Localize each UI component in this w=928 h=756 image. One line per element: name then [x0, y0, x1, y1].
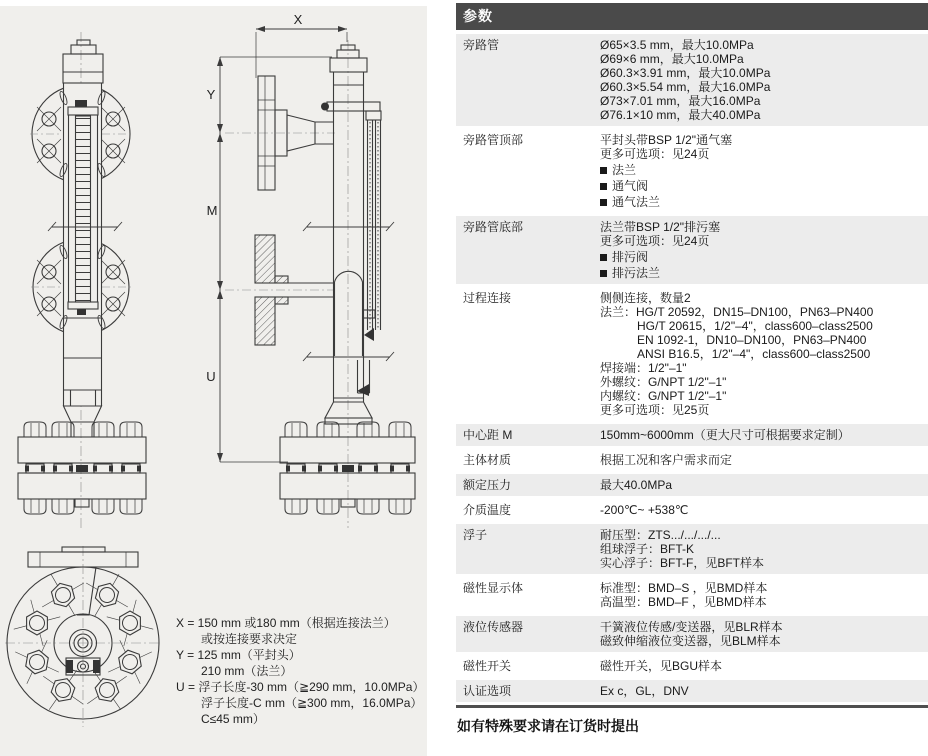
- param-value-line: Ø65×3.5 mm，最大10.0MPa: [600, 38, 754, 52]
- param-value: [600, 503, 928, 517]
- param-value-line: 150mm~6000mm（更大尺寸可根据要求定制）: [600, 428, 850, 442]
- param-row: [456, 577, 928, 613]
- param-value-line: Ø73×7.01 mm，最大16.0MPa: [600, 94, 761, 108]
- param-rows: [456, 34, 928, 702]
- param-value: [600, 581, 928, 609]
- param-value-line: 实心浮子：BFT-F，见BFT样本: [600, 556, 764, 570]
- param-label: 中心距 M: [463, 428, 513, 442]
- param-value-line: Ex c，GL，DNV: [600, 684, 689, 698]
- param-label: 浮子: [463, 528, 488, 542]
- param-value-line: 组球浮子：BFT-K: [600, 542, 695, 556]
- param-value-line: 更多可选项：见24页: [600, 234, 710, 248]
- dim-label-m: M: [206, 203, 218, 218]
- param-value-line: 法兰：HG/T 20592，DN15–DN100，PN63–PN400: [600, 305, 874, 319]
- param-row: [456, 287, 928, 421]
- param-option-line: 法兰: [600, 163, 928, 177]
- param-row: [456, 129, 928, 213]
- note-line: X = 150 mm 或180 mm（根据连接法兰）: [176, 616, 396, 630]
- bottom-rule: [456, 705, 928, 708]
- param-row: [456, 34, 928, 126]
- param-label: 认证选项: [463, 684, 512, 698]
- param-row: [456, 424, 928, 446]
- param-label: 介质温度: [463, 503, 512, 517]
- param-value-line: Ø69×6 mm，最大10.0MPa: [600, 52, 744, 66]
- param-value-line: 内螺纹：G/NPT 1/2"–1": [600, 389, 727, 403]
- param-value-line: 高温型：BMD–F ，见BMD样本: [600, 595, 767, 609]
- param-label: 液位传感器: [463, 620, 524, 634]
- dim-label-u: U: [206, 369, 216, 384]
- param-value-line: 更多可选项：见25页: [600, 403, 710, 417]
- param-row: [456, 524, 928, 574]
- param-label: 旁路管底部: [463, 220, 524, 234]
- bullet-square-icon: [600, 167, 607, 174]
- param-value-line: 侧侧连接，数量2: [600, 291, 691, 305]
- param-value-line: ANSI B16.5，1/2"–4"，class600–class2500: [637, 347, 871, 361]
- param-value-line: HG/T 20615，1/2"–4"，class600–class2500: [637, 319, 873, 333]
- param-value: [600, 220, 928, 280]
- param-value: [600, 620, 928, 648]
- param-value-line: Ø60.3×5.54 mm，最大16.0MPa: [600, 80, 771, 94]
- param-value-line: 外螺纹：G/NPT 1/2"–1": [600, 375, 727, 389]
- bullet-square-icon: [600, 183, 607, 190]
- bullet-square-icon: [600, 270, 607, 277]
- param-value-line: 干簧液位传感/变送器，见BLR样本: [600, 620, 783, 634]
- param-value: [600, 133, 928, 209]
- param-value: [600, 453, 928, 467]
- param-value-line: 根据工况和客户需求而定: [600, 453, 733, 467]
- param-value: [600, 528, 928, 570]
- table-header: 参数: [456, 3, 928, 30]
- dimension-notes: [176, 615, 438, 727]
- note-line: Y = 125 mm（平封头）: [176, 648, 301, 662]
- param-option-line: 排污阀: [600, 250, 928, 264]
- note-line: 或按连接要求决定: [201, 632, 298, 646]
- dim-label-y: Y: [206, 87, 216, 102]
- param-value-line: 更多可选项：见24页: [600, 147, 710, 161]
- param-value: [600, 38, 928, 122]
- param-value-line: 磁致伸缩液位变送器，见BLM样本: [600, 634, 781, 648]
- dim-label-x: X: [293, 12, 303, 27]
- param-label: 额定压力: [463, 478, 512, 492]
- special-request-note: 如有特殊要求请在订货时提出: [457, 718, 639, 734]
- technical-drawing-panel: [0, 0, 456, 756]
- param-value-line: 耐压型：ZTS.../.../.../...: [600, 528, 721, 542]
- param-row: [456, 474, 928, 496]
- param-value-line: 磁性开关，见BGU样本: [600, 659, 723, 673]
- param-value-line: EN 1092-1，DN10–DN100，PN63–PN400: [637, 333, 867, 347]
- param-value-line: Ø60.3×3.91 mm，最大10.0MPa: [600, 66, 771, 80]
- param-row: [456, 680, 928, 702]
- param-option-line: 通气阀: [600, 179, 928, 193]
- param-value-line: 最大40.0MPa: [600, 478, 673, 492]
- param-value-line: Ø76.1×10 mm，最大40.0MPa: [600, 108, 761, 122]
- bullet-square-icon: [600, 199, 607, 206]
- param-label: 旁路管: [463, 38, 500, 52]
- param-row: [456, 499, 928, 521]
- param-label: 磁性开关: [463, 659, 512, 673]
- param-value-line: 法兰带BSP 1/2"排污塞: [600, 220, 721, 234]
- param-option-line: 排污法兰: [600, 266, 928, 280]
- param-label: 主体材质: [463, 453, 512, 467]
- param-label: 磁性显示体: [463, 581, 524, 595]
- param-row: [456, 655, 928, 677]
- param-value-line: 焊接端：1/2"–1": [600, 361, 687, 375]
- param-row: [456, 216, 928, 284]
- param-value: [600, 478, 928, 492]
- note-line: U = 浮子长度-30 mm（≧290 mm，10.0MPa）: [176, 680, 425, 694]
- param-value-line: 平封头带BSP 1/2"通气塞: [600, 133, 733, 147]
- param-value: [600, 291, 928, 417]
- param-row: [456, 616, 928, 652]
- note-line: 210 mm（法兰）: [201, 664, 293, 678]
- param-value-line: -200℃~ +538℃: [600, 503, 689, 517]
- param-label: 过程连接: [463, 291, 512, 305]
- note-line: C≤45 mm）: [201, 712, 265, 726]
- param-label: 旁路管顶部: [463, 133, 524, 147]
- bullet-square-icon: [600, 254, 607, 261]
- param-value: [600, 428, 928, 442]
- parameter-panel: [456, 0, 928, 756]
- param-option-line: 通气法兰: [600, 195, 928, 209]
- param-value: [600, 684, 928, 698]
- param-row: [456, 449, 928, 471]
- param-value: [600, 659, 928, 673]
- note-line: 浮子长度-C mm（≧300 mm，16.0MPa）: [201, 696, 423, 710]
- param-value-line: 标准型：BMD–S ，见BMD样本: [600, 581, 768, 595]
